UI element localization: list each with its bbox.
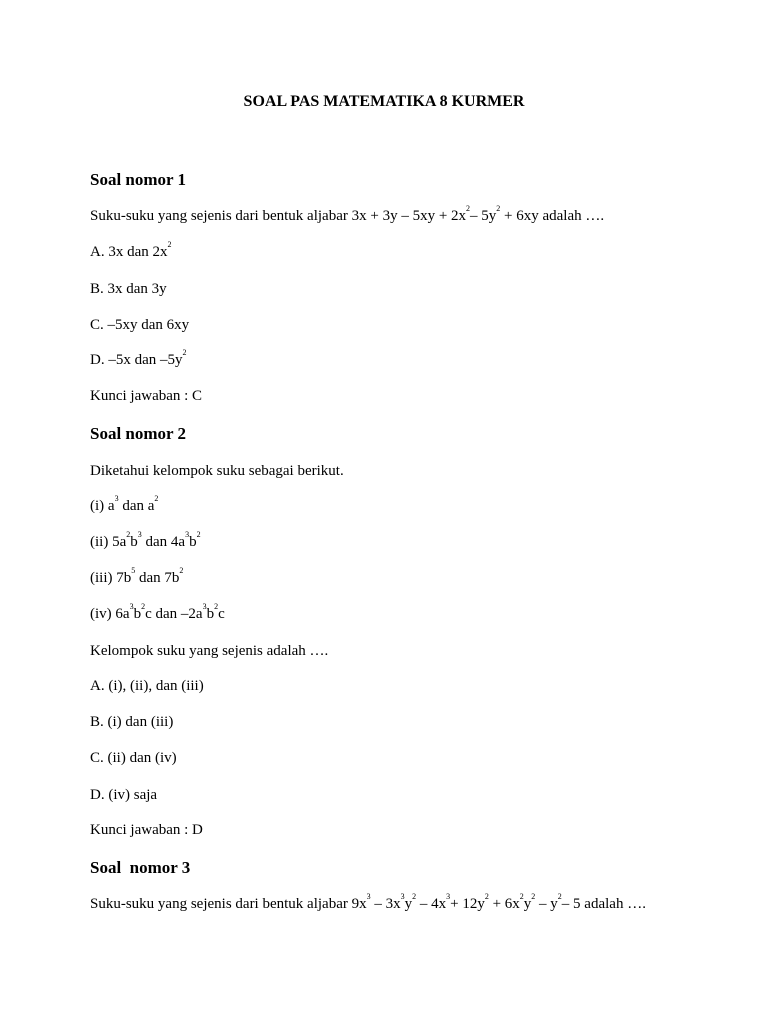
superscript: 2	[179, 566, 184, 575]
question-2-intro: Diketahui kelompok suku sebagai berikut.	[90, 463, 344, 479]
question-2-question: Kelompok suku yang sejenis adalah ….	[90, 643, 329, 659]
question-1-option-c: C. –5xy dan 6xy	[90, 317, 190, 333]
superscript: 3	[446, 892, 451, 901]
question-2-item-iii: (iii) $7b^5$ dan $7b^2$	[90, 566, 184, 586]
superscript: 3	[202, 602, 207, 611]
superscript: 5	[131, 566, 136, 575]
superscript: 2	[466, 204, 471, 213]
superscript: 2	[126, 530, 131, 539]
question-1-option-a: A. 3x dan $2x^2$	[90, 240, 172, 260]
question-1-option-d: D. –5x dan $-5y^2$	[90, 348, 187, 368]
superscript: 3	[129, 602, 134, 611]
superscript: 2	[519, 892, 524, 901]
question-2-option-a: A. (i), (ii), dan (iii)	[90, 678, 204, 694]
superscript: 3	[185, 530, 190, 539]
question-1-heading: Soal nomor 1	[90, 170, 187, 189]
superscript: 3	[114, 494, 119, 503]
question-1-answer-key: Kunci jawaban : C	[90, 388, 203, 404]
superscript: 2	[167, 240, 172, 249]
superscript: 3	[400, 892, 405, 901]
question-2-item-i: (i) $a^3$ dan $a^2$	[90, 494, 159, 514]
question-2-option-c: C. (ii) dan (iv)	[90, 750, 177, 766]
superscript: 2	[484, 892, 489, 901]
question-2-option-b: B. (i) dan (iii)	[90, 714, 174, 730]
question-2-option-d: D. (iv) saja	[90, 787, 158, 803]
question-3-heading: Soal nomor 3	[90, 858, 191, 877]
question-2-answer-key: Kunci jawaban : D	[90, 822, 203, 838]
question-2-item-iv: (iv) $6a^3b^2c$ dan $-2a^3b^2c$	[90, 602, 225, 622]
question-1-stem: Suku-suku yang sejenis dari bentuk aljabar $3x + 3y - 5xy + 2x^2-$ $5y^2 + 6xy$ adalah ….	[90, 204, 605, 224]
superscript: 2	[531, 892, 536, 901]
question-2-heading: Soal nomor 2	[90, 424, 187, 443]
question-1-option-b: B. 3x dan 3y	[90, 281, 167, 297]
superscript: 2	[141, 602, 146, 611]
superscript: 2	[196, 530, 201, 539]
superscript: 2	[412, 892, 417, 901]
superscript: 3	[366, 892, 371, 901]
superscript: 2	[557, 892, 562, 901]
question-3-stem: Suku-suku yang sejenis dari bentuk aljabar $9x^3 - 3x^3y^2 - 4x^3+ 12y^2 + 6x^2y^2 - y^2-$ 5 adalah ….	[90, 892, 646, 912]
superscript: 3	[137, 530, 142, 539]
superscript: 2	[214, 602, 219, 611]
superscript: 2	[154, 494, 159, 503]
superscript: 2	[182, 348, 187, 357]
question-2-item-ii: (ii) $5a^2b^3$ dan $4a^3b^2$	[90, 530, 201, 550]
document-title: SOAL PAS MATEMATIKA 8 KURMER	[243, 93, 525, 110]
superscript: 2	[496, 204, 501, 213]
